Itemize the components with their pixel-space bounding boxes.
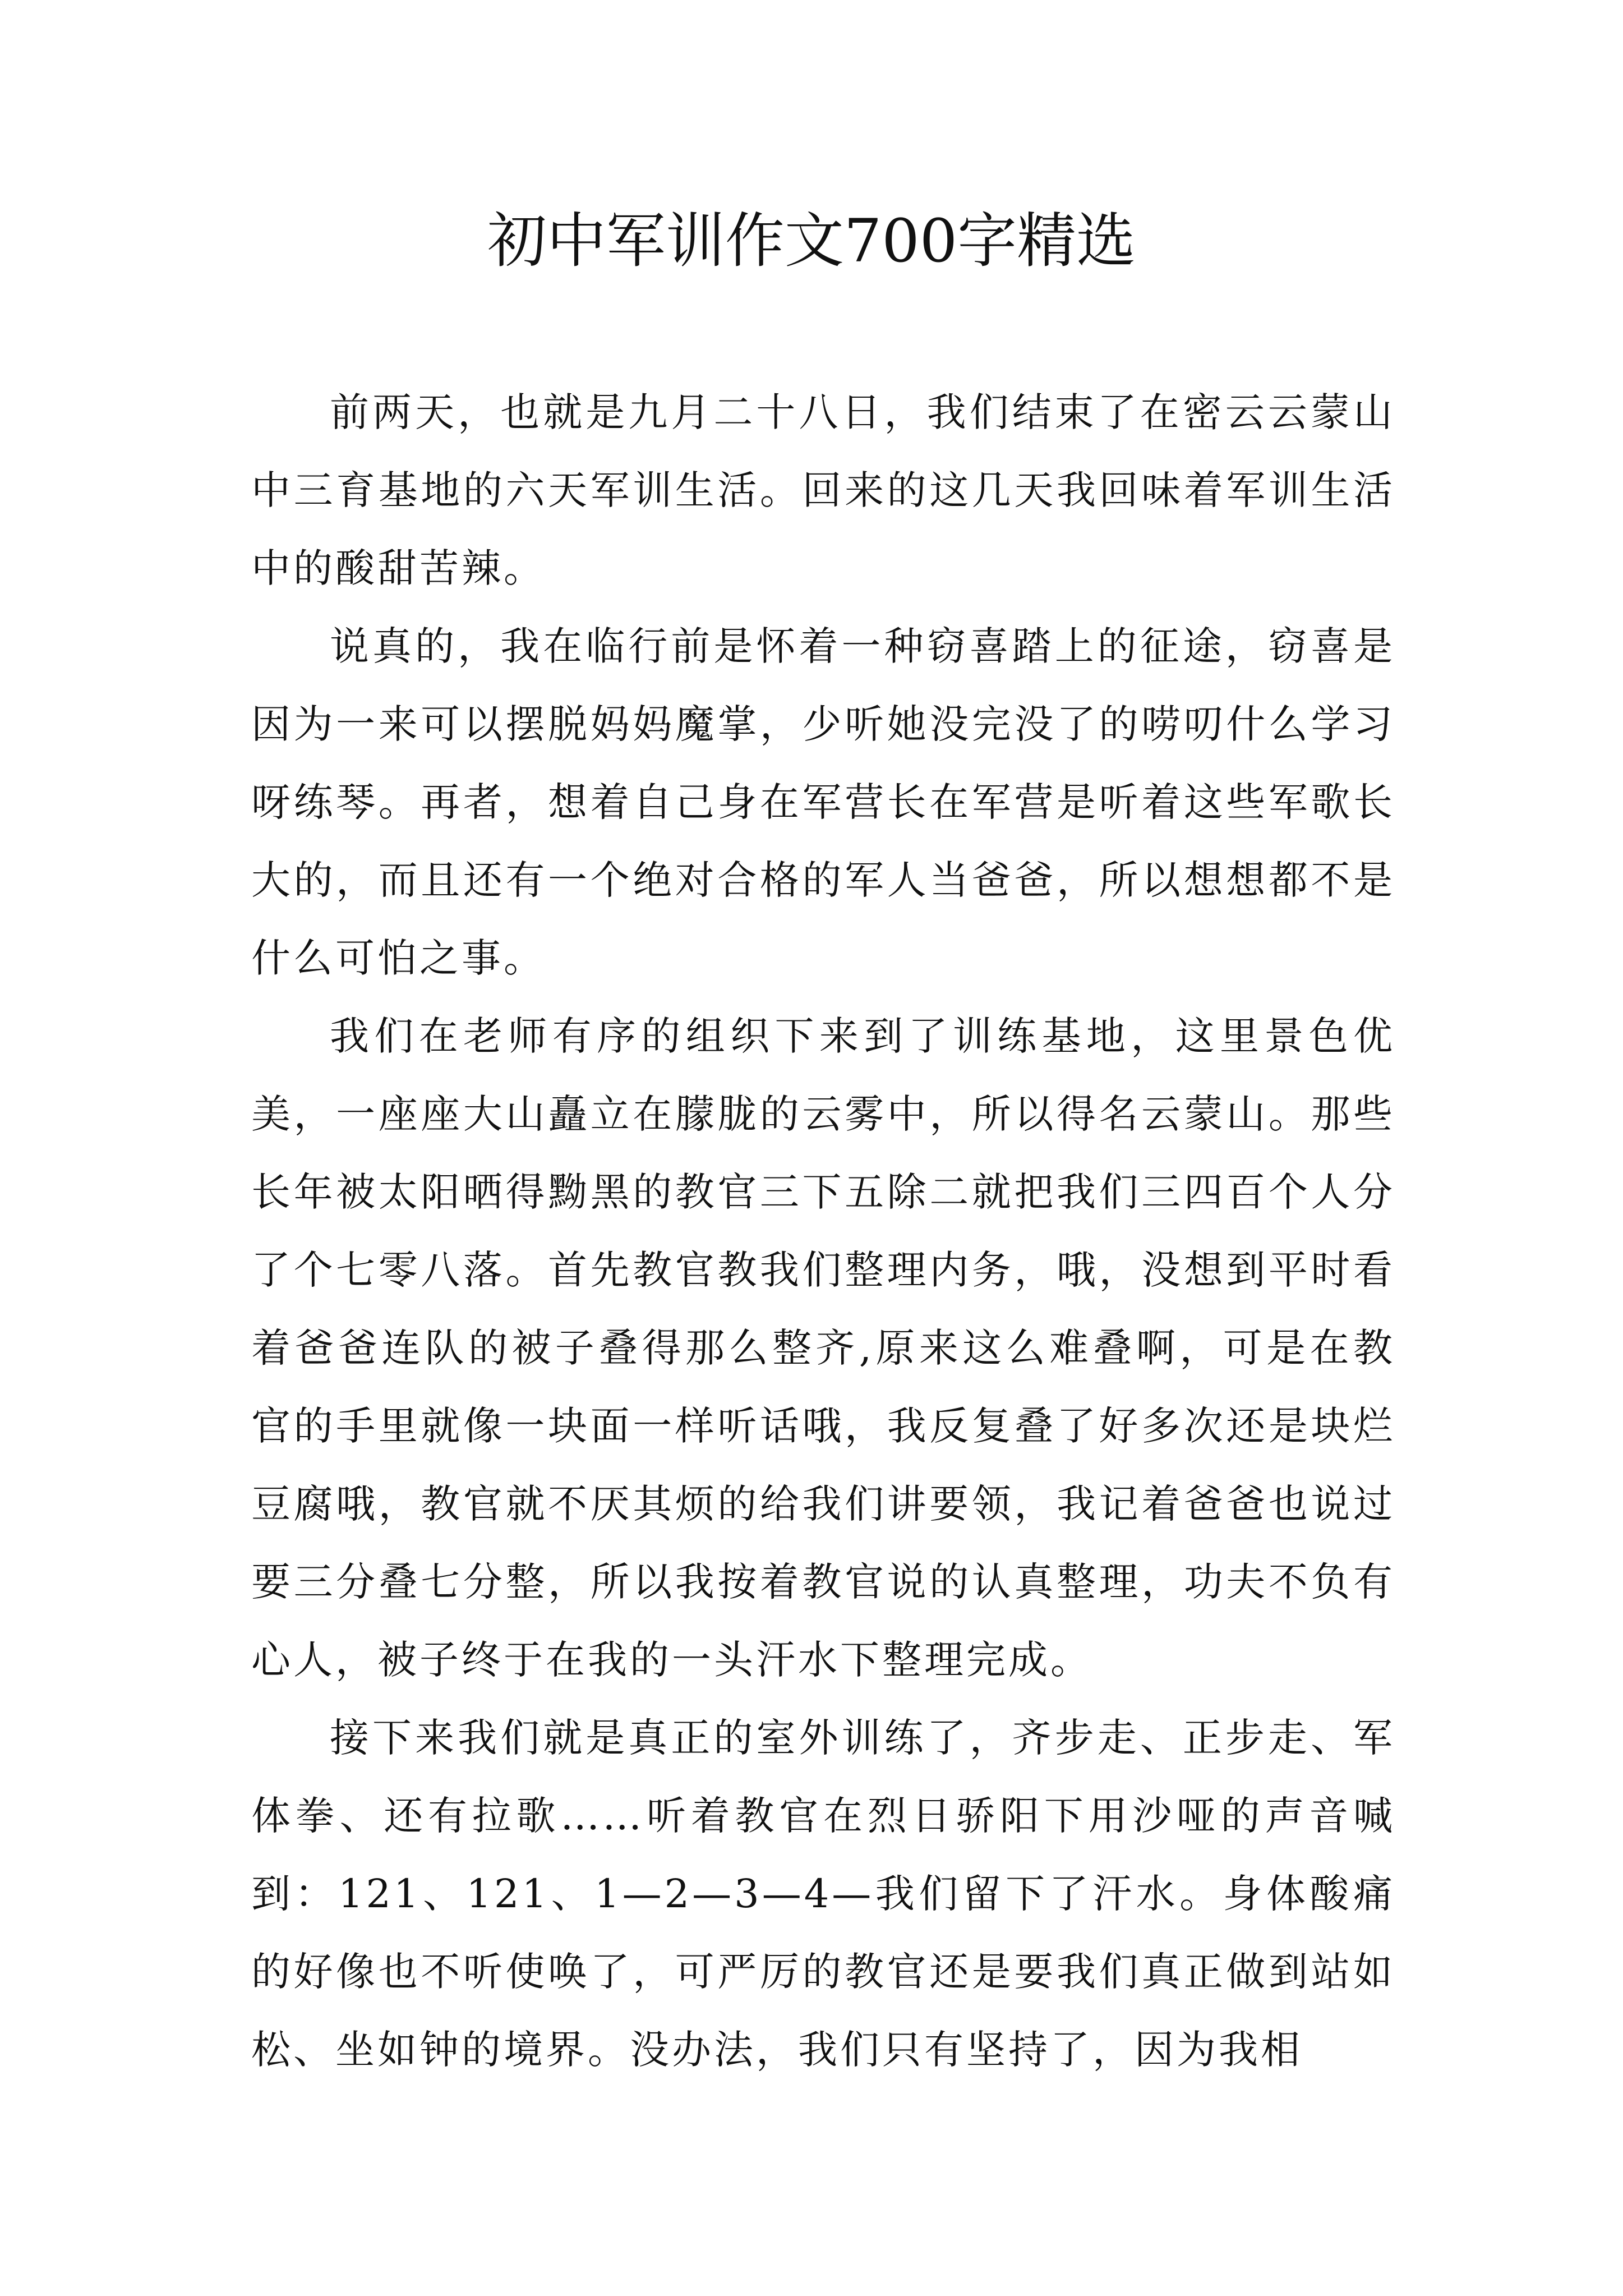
paragraph: 我们在老师有序的组织下来到了训练基地，这里景色优美，一座座大山矗立在朦胧的云雾中，所以得名云蒙山。那些长年被太阳晒得黝黑的教官三下五除二就把我们三四百个人分了个七零八落。首先教官教我们整理内务，哦，没想到平时看着爸爸连队的被子叠得那么整齐,原来这么难叠啊，可是在教官的手里就像一块面一样听话哦，我反复叠了好多次还是块烂豆腐哦，教官就不厌其烦的给我们讲要领，我记着爸爸也说过要三分叠七分整，所以我按着教官说的认真整理，功夫不负有心人，被子终于在我的一头汗水下整理完成。 [251, 1013, 1395, 1683]
paragraph: 前两天，也就是九月二十八日，我们结束了在密云云蒙山中三育基地的六天军训生活。回来的这几天我回味着军训生活中的酸甜苦辣。 [251, 389, 1395, 591]
document-title: 初中军训作文700字精选 [487, 206, 1136, 275]
paragraph: 说真的，我在临行前是怀着一种窃喜踏上的征途，窃喜是因为一来可以摆脱妈妈魔掌，少听她没完没了的唠叨什么学习呀练琴。再者，想着自己身在军营长在军营是听着这些军歌长大的，而且还有一个绝对合格的军人当爸爸，所以想想都不是什么可怕之事。 [251, 623, 1395, 981]
paragraph: 接下来我们就是真正的室外训练了，齐步走、正步走、军体拳、还有拉歌……听着教官在烈日骄阳下用沙哑的声音喊到：121、121、1—2—3—4—我们留下了汗水。身体酸痛的好像也不听使唤了，可严厉的教官还是要我们真正做到站如松、坐如钟的境界。没办法，我们只有坚持了，因为我相 [251, 1715, 1395, 2073]
document-body [251, 374, 1395, 2089]
